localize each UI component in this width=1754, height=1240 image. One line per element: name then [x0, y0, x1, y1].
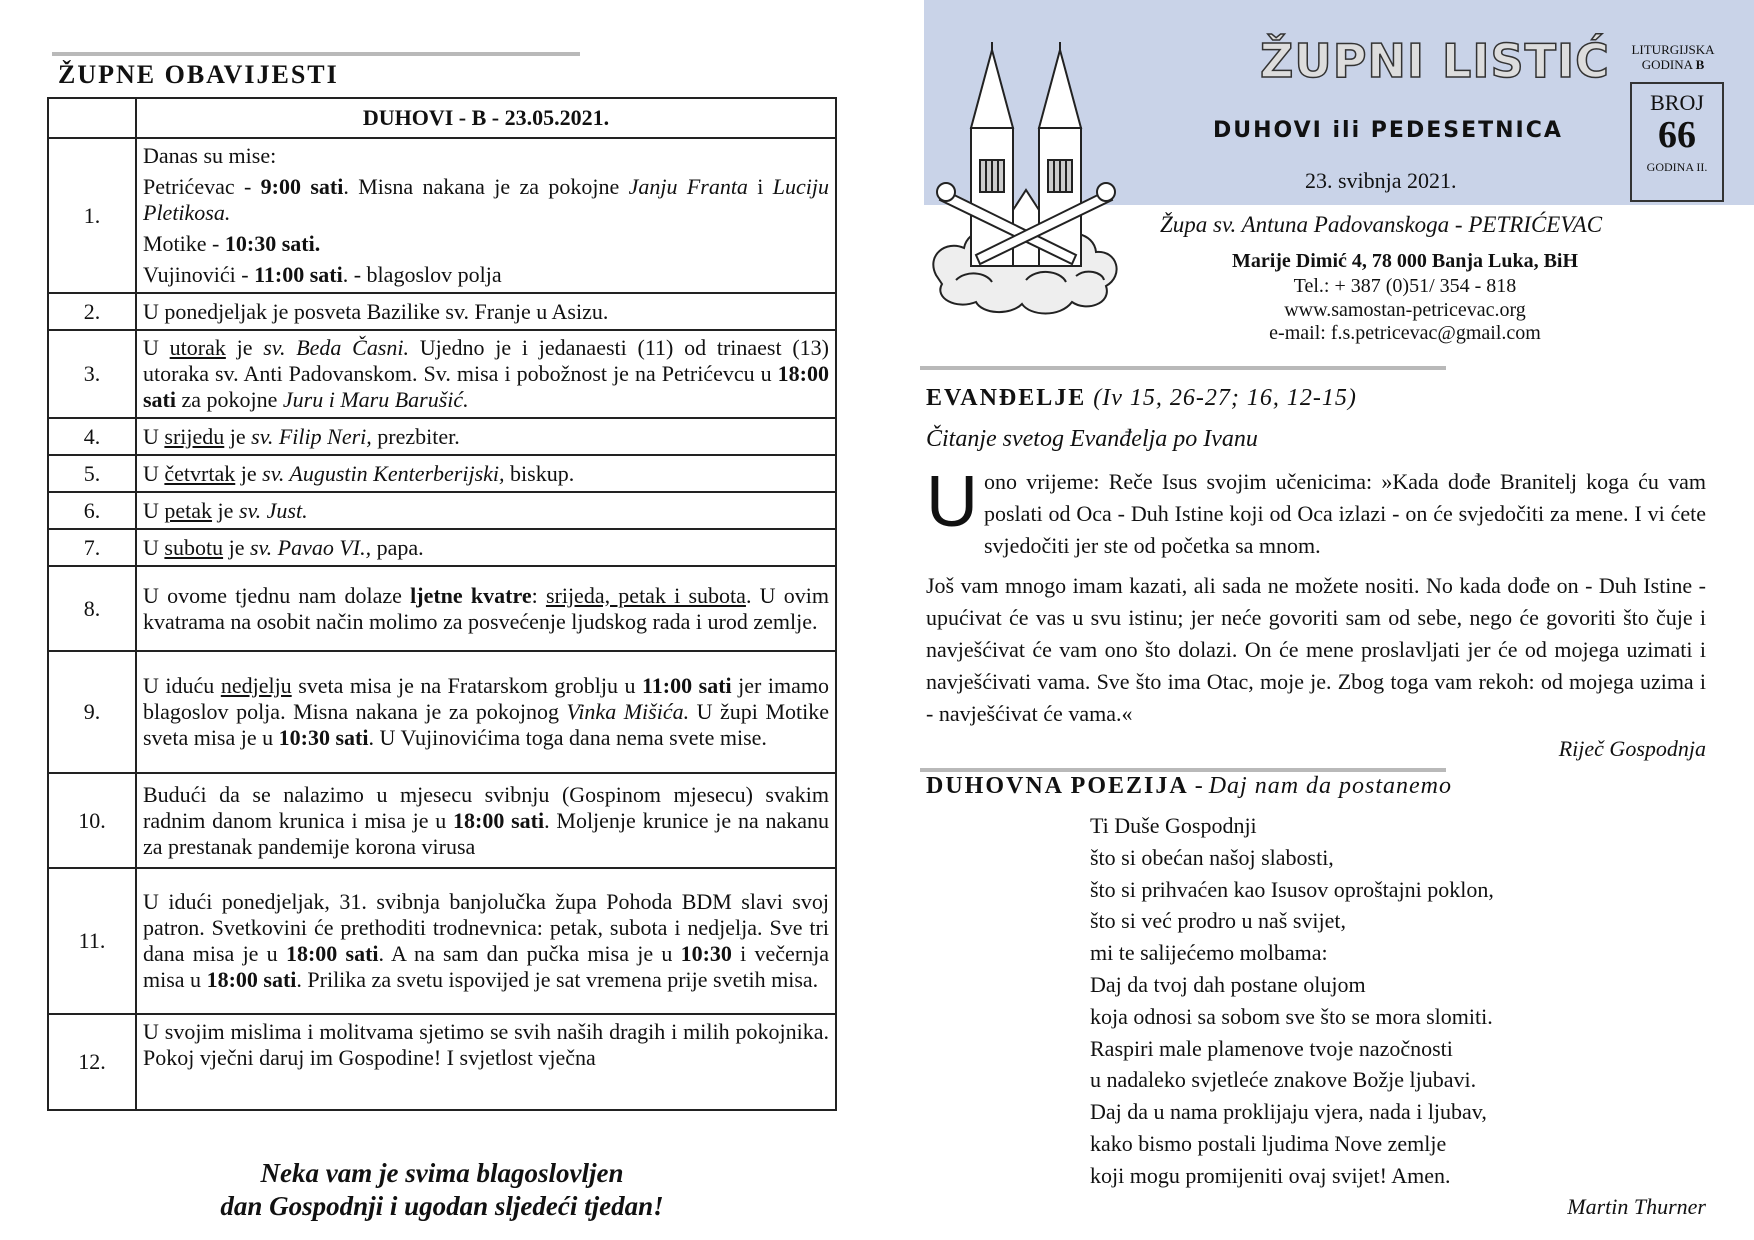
issue-year: GODINA II. — [1646, 160, 1708, 174]
table-header-row — [48, 98, 836, 138]
table-header: DUHOVI - B - 23.05.2021. — [136, 98, 836, 138]
parish-email: e-mail: f.s.petricevac@gmail.com — [1269, 322, 1541, 344]
table-row — [48, 1014, 836, 1110]
row-text: U idući ponedjeljak, 31. svibnja banjolučka župa Pohoda BDM slavi svoj patron. Svetkovini će prethoditi trodnevnica: petak, subota i nedjelja. Sve tri dana misa je u 18:00 sati. A na sam dan pučka misa je u 10:30 i večernja misa u 18:00 sati. Prilika za svetu ispovijed je sat vremena prije svetih misa. — [136, 868, 836, 1014]
gospel-intro: Čitanje svetog Evanđelja po Ivanu — [926, 426, 1258, 452]
table-row — [48, 566, 836, 651]
left-title-rule — [52, 52, 580, 56]
poem — [1090, 810, 1494, 1192]
row-text — [136, 138, 836, 293]
gospel-text — [926, 462, 1706, 730]
row-text: U iduću nedjelju sveta misa je na Fratarskom groblju u 11:00 sati jer imamo blagoslov polja. Misna nakana je za pokojnog Vinka Mišića. U župi Motike sveta misa je u 10:30 sati. U Vujinovićima toga dana nema svete mise. — [136, 651, 836, 773]
table-row — [48, 529, 836, 566]
row-number: 11. — [48, 868, 136, 1014]
row-1-line-3: Motike - 10:30 sati. — [143, 231, 321, 256]
liturgical-year-label: LITURGIJSKA — [1631, 42, 1715, 57]
row-text: U subotu je sv. Pavao VI., papa. — [136, 529, 836, 566]
liturgical-year — [1623, 42, 1723, 72]
table-row — [48, 773, 836, 868]
table-row — [48, 138, 836, 293]
gospel-heading: EVANĐELJE (Iv 15, 26-27; 16, 12-15) — [926, 385, 1357, 411]
row-number: 7. — [48, 529, 136, 566]
row-1-line-2: Petrićevac - 9:00 sati. Misna nakana je za pokojne Janju Franta i Luciju Pletikosa. — [143, 174, 830, 225]
table-row — [48, 293, 836, 330]
row-text: U utorak je sv. Beda Časni. Ujedno je i jedanaesti (11) od trinaest (13) utoraka sv. Anti Padovanskom. Sv. misa i pobožnost je na Petrićevcu u 18:00 sati za pokojne Juru i Maru Barušić. — [136, 330, 836, 418]
parish-name: Župa sv. Antuna Padovanskoga - PETRIĆEVAC — [1160, 212, 1603, 237]
row-1-line-1: Danas su mise: — [143, 143, 277, 168]
section-rule — [920, 768, 1446, 772]
poem-line: mi te salijećemo molbama: — [1090, 940, 1328, 966]
poem-line: Raspiri male plamenove tvoje nazočnosti — [1090, 1035, 1453, 1061]
row-number: 4. — [48, 418, 136, 455]
feast-subtitle: DUHOVI ili PEDESETNICA — [1213, 118, 1563, 143]
poem-line: koja odnosi sa sobom sve što se mora slomiti. — [1090, 1003, 1493, 1029]
table-row — [48, 492, 836, 529]
gospel-closing: Riječ Gospodnja — [1558, 736, 1706, 761]
poem-line: što si prihvaćen kao Isusov oproštajni poklon, — [1090, 876, 1494, 902]
parish-website: www.samostan-petricevac.org — [1284, 299, 1526, 321]
section-rule — [920, 366, 1446, 370]
issue-label: BROJ — [1650, 90, 1704, 115]
poem-line: što si već prodro u naš svijet, — [1090, 908, 1347, 934]
row-1-line-4: Vujinovići - 11:00 sati. - blagoslov polja — [143, 262, 502, 287]
issue-number: 66 — [1658, 114, 1696, 156]
row-text: U petak je sv. Just. — [136, 492, 836, 529]
poetry-heading: DUHOVNA POEZIJA - Daj nam da postanemo — [926, 773, 1453, 799]
row-number: 9. — [48, 651, 136, 773]
header-empty-cell — [48, 98, 136, 138]
bulletin-title: ŽUPNI LISTIĆ — [1260, 34, 1610, 88]
row-number: 8. — [48, 566, 136, 651]
row-number: 1. — [48, 138, 136, 293]
row-text: U ovome tjednu nam dolaze ljetne kvatre: srijeda, petak i subota. U ovim kvatrama na osobit način molimo za posvećenje ljudskog rada i urod zemlje. — [136, 566, 836, 651]
table-row — [48, 455, 836, 492]
row-number: 10. — [48, 773, 136, 868]
drop-cap: U — [926, 462, 978, 542]
table-row — [48, 868, 836, 1014]
poem-line: Daj da u nama proklijaju vjera, nada i ljubav, — [1090, 1099, 1487, 1125]
row-text: U srijedu je sv. Filip Neri, prezbiter. — [136, 418, 836, 455]
poem-line: što si obećan našoj slabosti, — [1090, 844, 1334, 870]
row-text: U četvrtak je sv. Augustin Kenterberijski, biskup. — [136, 455, 836, 492]
table-row — [48, 651, 836, 773]
poem-line: u nadaleko svjetleće znakove Božje ljubavi. — [1090, 1067, 1477, 1093]
row-number: 12. — [48, 1014, 136, 1110]
table-row — [48, 418, 836, 455]
issue-date: 23. svibnja 2021. — [1305, 168, 1457, 193]
parish-phone: Tel.: + 387 (0)51/ 354 - 818 — [1293, 275, 1517, 297]
issue-number-box — [1630, 82, 1724, 202]
row-text: Budući da se nalazimo u mjesecu svibnju (Gospinom mjesecu) svakim radnim danom krunica i misa je u 18:00 sati. Moljenje krunice je na nakanu za prestanak pandemije korona virusa — [136, 773, 836, 868]
closing-line-1: Neka vam je svima blagoslovljen — [260, 1158, 624, 1188]
poem-line: kako bismo postali ljudima Nove zemlje — [1090, 1130, 1447, 1156]
poem-line: Daj da tvoj dah postane olujom — [1090, 971, 1366, 997]
closing-line-2: dan Gospodnji i ugodan sljedeći tjedan! — [220, 1191, 664, 1221]
poem-author: Martin Thurner — [1567, 1194, 1706, 1219]
poem-line: Ti Duše Gospodnji — [1090, 813, 1257, 838]
table-row — [48, 330, 836, 418]
poem-line: koji mogu promijeniti ovaj svijet! Amen. — [1090, 1162, 1451, 1188]
row-number: 2. — [48, 293, 136, 330]
announcements-table — [47, 97, 837, 1111]
gospel-paragraph-1: Uono vrijeme: Reče Isus svojim učenicima: »Kada dođe Branitelj koga ću vam poslati od Oca - Duh Istine koji od Oca izlazi - on će svjedočiti za mene. I vi ćete svjedočiti jer ste od početka sa mnom. — [926, 462, 1706, 558]
parish-address: Marije Dimić 4, 78 000 Banja Luka, BiH — [1231, 250, 1579, 272]
row-number: 5. — [48, 455, 136, 492]
announcements-title: ŽUPNE OBAVIJESTI — [58, 60, 339, 89]
gospel-paragraph-2: Još vam mnogo imam kazati, ali sada ne možete nositi. No kada dođe on - Duh Istine -upućivat će vas u svu istinu; jer neće govoriti sam od sebe, nego će govoriti što čuje i navješćivat će vam ono što dolazi. On će mene proslavljati jer će od mojega uzimati i navješćivati vama. Sve što ima Otac, moje je. Zbog toga vam rekoh: od mojega uzima i - navješćivat će vama.« — [926, 573, 1706, 726]
row-number: 6. — [48, 492, 136, 529]
closing-blessing — [47, 1157, 837, 1223]
liturgical-year-value: GODINA B — [1641, 57, 1705, 72]
church-logo-icon — [926, 40, 1126, 318]
row-text: U ponedjeljak je posveta Bazilike sv. Franje u Asizu. — [136, 293, 836, 330]
row-text: U svojim mislima i molitvama sjetimo se svih naših dragih i milih pokojnika. Pokoj vječni daruj im Gospodine! I svjetlost vječna — [136, 1014, 836, 1110]
row-number: 3. — [48, 330, 136, 418]
